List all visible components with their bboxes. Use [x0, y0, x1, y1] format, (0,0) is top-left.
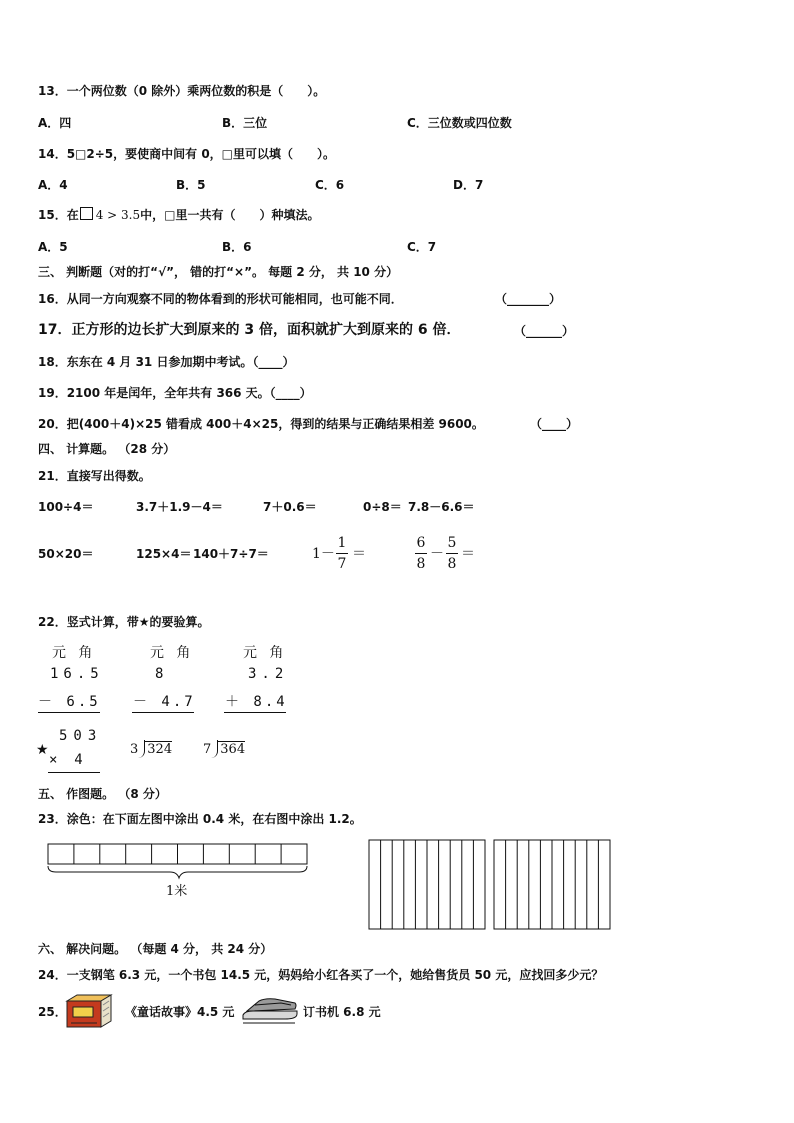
- stapler-icon: [241, 997, 299, 1027]
- meter-strip: [48, 844, 307, 864]
- vcalc-3-rule: [224, 712, 286, 713]
- vcalc-4-bottom: × 4: [49, 752, 83, 768]
- q20-answer-blank: （____）: [530, 417, 579, 431]
- divisor: 3: [130, 742, 139, 757]
- fraction-numerator: 1: [337, 535, 347, 551]
- fraction-denominator: 8: [416, 556, 426, 572]
- fraction-bar: [336, 553, 348, 554]
- fraction-one-seventh: [336, 534, 348, 573]
- q14-option-c: C．6: [315, 178, 345, 192]
- vcalc-2-header: 元 角: [150, 645, 193, 661]
- fraction-six-eighths: [415, 534, 427, 573]
- q13-option-b: B．三位: [222, 116, 268, 130]
- fraction-denominator: 7: [337, 556, 347, 572]
- star-icon: ★: [36, 742, 49, 758]
- q14-option-d: D．7: [453, 178, 484, 192]
- q15-inequality: 4 > 3.5: [95, 208, 141, 222]
- vcalc-1-bottom: － 6.5: [38, 694, 101, 710]
- decimal-grid-left: [369, 840, 485, 929]
- minus-sign: －: [430, 546, 444, 562]
- q21-item: 140＋7÷7＝: [193, 547, 269, 561]
- q13-stem: 13．一个两位数（0 除外）乘两位数的积是（ ）。: [38, 84, 326, 98]
- section-6-heading: 六、 解决问题。 （每题 4 分， 共 24 分）: [38, 942, 273, 956]
- q22-stem: 22．竖式计算，带★的要验算。: [38, 615, 210, 629]
- fraction-numerator: 5: [447, 535, 457, 551]
- fraction-denominator: 8: [447, 556, 457, 572]
- section-5-heading: 五、 作图题。 （8 分）: [38, 787, 167, 801]
- book-icon: [63, 993, 115, 1029]
- long-division-1: [130, 740, 172, 758]
- q17-answer-blank: （______）: [514, 324, 575, 338]
- q25-book-price: 《童话故事》4.5 元: [125, 1005, 235, 1019]
- q17-stem: 17．正方形的边长扩大到原来的 3 倍，面积就扩大到原来的 6 倍．: [38, 322, 461, 338]
- vcalc-2-rule: [132, 712, 194, 713]
- q18-stem: 18．东东在 4 月 31 日参加期中考试。（____）: [38, 355, 295, 369]
- q21-item: 125×4＝: [136, 547, 192, 561]
- brace: [48, 866, 307, 878]
- q21-item: 7＋0.6＝: [263, 500, 317, 514]
- dividend: 324: [147, 742, 173, 757]
- fraction-numerator: 6: [416, 535, 426, 551]
- q23-stem: 23．涂色：在下面左图中涂出 0.4 米，在右图中涂出 1.2。: [38, 812, 362, 826]
- q25-number: 25．: [38, 1005, 67, 1019]
- equals-sign: ＝: [352, 546, 366, 562]
- fraction-five-eighths: [446, 534, 458, 573]
- meter-label: 1米: [166, 884, 188, 899]
- q15-option-b: B．6: [222, 240, 252, 254]
- q16-stem: 16．从同一方向观察不同的物体看到的形状可能相同，也可能不同．: [38, 292, 403, 306]
- blank-box: [80, 207, 93, 220]
- long-division-2: [203, 740, 245, 758]
- vcalc-1-header: 元 角: [52, 645, 95, 661]
- vcalc-4-top: 503: [59, 728, 103, 744]
- divisor: 7: [203, 742, 212, 757]
- vcalc-1-rule: [38, 712, 100, 713]
- q21-item: 50×20＝: [38, 547, 94, 561]
- q16-answer-blank: （_______）: [495, 292, 562, 306]
- equals-sign: ＝: [461, 546, 475, 562]
- q19-stem: 19．2100 年是闰年，全年共有 366 天。（____）: [38, 386, 312, 400]
- q14-option-b: B．5: [176, 178, 206, 192]
- q21-frac-whole: 1－: [312, 546, 335, 562]
- q21-item: 7.8－6.6＝: [408, 500, 475, 514]
- vcalc-1-top: 16.5: [50, 666, 104, 682]
- decimal-grid-figure: [367, 838, 617, 932]
- section-3-heading: 三、 判断题（对的打“√”， 错的打“×”。 每题 2 分， 共 10 分）: [38, 265, 399, 279]
- vcalc-4-rule: [48, 772, 100, 773]
- q13-option-c: C．三位数或四位数: [407, 116, 512, 130]
- q15-option-c: C．7: [407, 240, 437, 254]
- q21-item: 0÷8＝: [363, 500, 402, 514]
- dividend: 364: [220, 742, 246, 757]
- vcalc-3-top: 3.2: [248, 666, 289, 682]
- q21-item: 100÷4＝: [38, 500, 94, 514]
- fraction-bar: [415, 553, 427, 554]
- q13-option-a: A．四: [38, 116, 72, 130]
- fraction-bar: [446, 553, 458, 554]
- q15-stem: [38, 207, 319, 223]
- q15-stem-post: 中，□里一共有（ ）种填法。: [140, 208, 320, 222]
- vcalc-2-top: 8: [155, 666, 164, 682]
- vcalc-3-bottom: ＋ 8.4: [225, 694, 288, 710]
- q21-item: 3.7＋1.9－4＝: [136, 500, 223, 514]
- q21-stem: 21．直接写出得数。: [38, 469, 151, 483]
- q15-stem-pre: 15．在: [38, 208, 79, 222]
- q15-option-a: A．5: [38, 240, 68, 254]
- q14-option-a: A．4: [38, 178, 68, 192]
- q25-stapler-price: 订书机 6.8 元: [303, 1005, 381, 1019]
- q20-stem: 20．把(400＋4)×25 错看成 400＋4×25，得到的结果与正确结果相差 9600。: [38, 417, 484, 431]
- vcalc-3-header: 元 角: [243, 645, 286, 661]
- section-4-heading: 四、 计算题。 （28 分）: [38, 442, 176, 456]
- q24-stem: 24．一支钢笔 6.3 元，一个书包 14.5 元，妈妈给小红各买了一个，她给售货员 50 元，应找回多少元？: [38, 968, 604, 982]
- decimal-grid-right: [494, 840, 610, 929]
- vcalc-2-bottom: － 4.7: [133, 694, 196, 710]
- q14-stem: 14．5□2÷5，要使商中间有 0，□里可以填（ ）。: [38, 147, 336, 161]
